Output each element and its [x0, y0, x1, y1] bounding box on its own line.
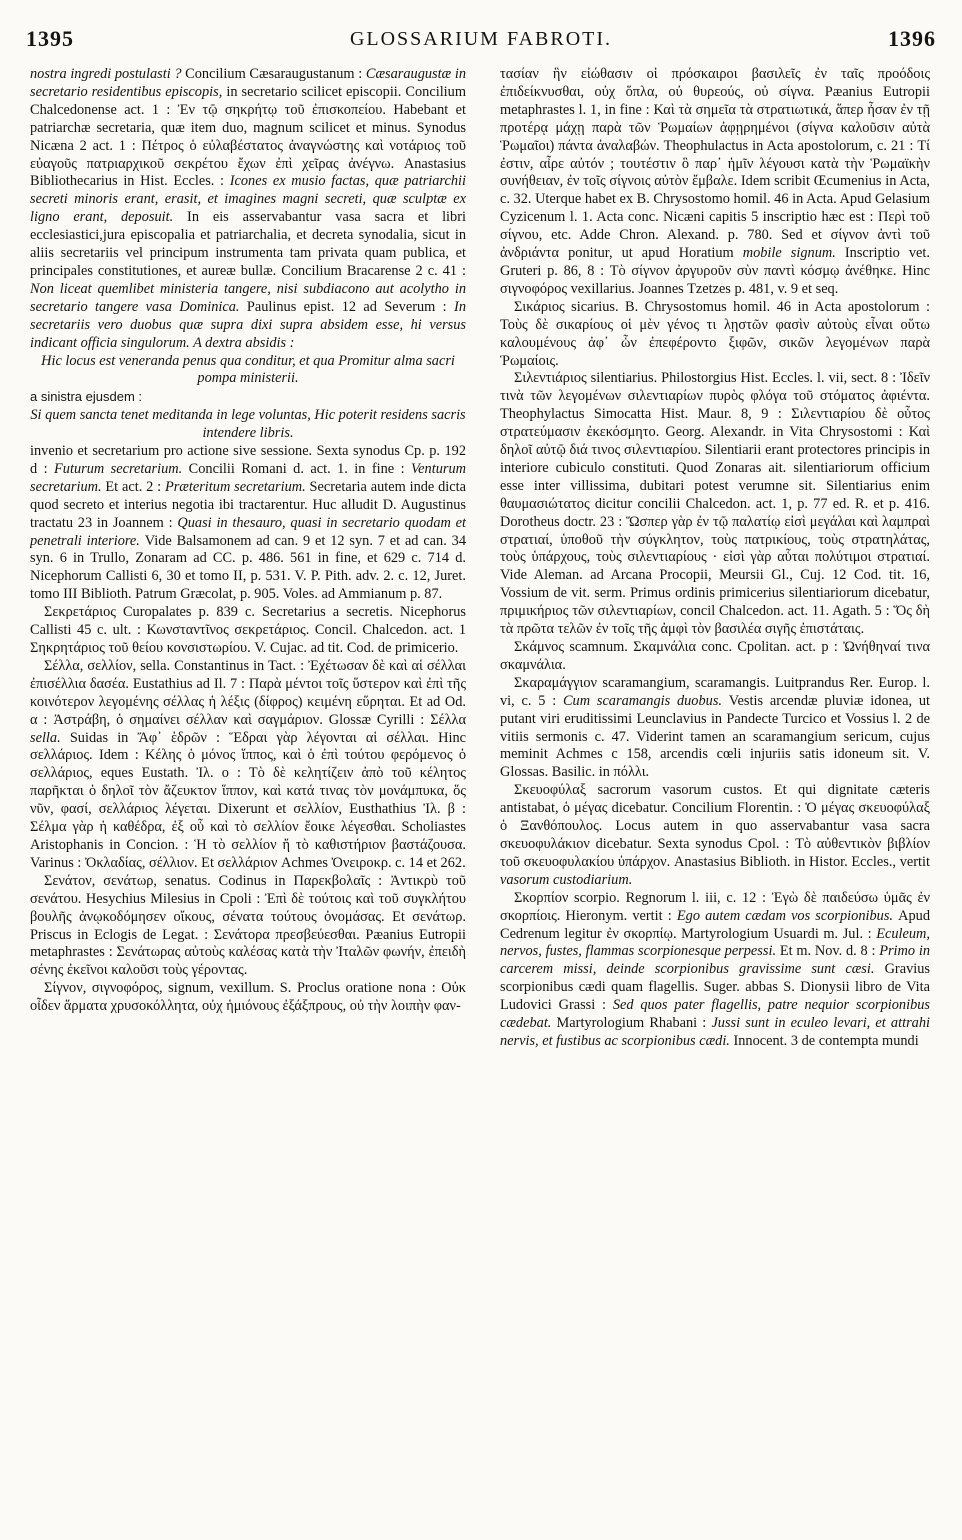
body-text: Σιλεντιάριος silentiarius. Philostorgius Hist. Eccles. l. vii, sect. 8 : Ἰδεῖν τινὰ τῶν λεγομένων σιλεντιαρίων πυρὸς φλόγα τοῦ στόματος ἀφιέντα. Theophylactus Simocatta Hist. Maur. 8, 9 : Σιλεντιαρίου δὲ οὗτος στρατεύμασιν ἐκεκόσμητο. Georg. Alexandr. in Vita Chrysostomi : Καὶ δηλοῖ αὐτῷ διά τινος σιλεντιαρίου. Silentiarii erant protectores principis in interiore cubiculo constituti. Quod Zonaras ait. silentiariorum officium esse inter villissima, dubitari potest verumne sit. Silentiarius enim θαυμασιώτατος dicitur concilii Chalcedon. act. 1, p. 77 ed. R. et p. 416. Dorotheus doctr. 23 : Ὥσπερ γὰρ ἐν τῷ παλατίῳ εἰσὶ μεγάλαι καὶ λαμπραὶ στρατιαί, ὑποθοῦ τὴν σύγκλητον, τοὺς πατρικίους, τοὺς στρατηλάτας, τοὺς ὑπάρχους, τοὺς σιλεντιαρίους · εἰσὶ γὰρ αὗται πολύτιμοι στρατιαί. Vide Aleman. ad Arcana Procopii, Meursii Gl., Cuj. 12 Cod. tit. 16, Vossium de vit. serm. Primus ordinis primicerius silentiariorum dicebatur, πριμικήριος τῶν σιλεντιαρίων, concil Chalcedon. act. 11. Agath. 5 : Ὅς δὴ τὰ πρῶτα τελῶν ἐν τοῖς τῆς ἀμφὶ τὸν βασιλέα σιγῆς ἐπιστάταις. — [500, 370, 930, 638]
left-column-paragraph — [30, 388, 466, 407]
left-column-paragraph — [30, 873, 466, 980]
body-text: Σκευοφύλαξ sacrorum vasorum custos. Et qui dignitate cæteris antistabat, ὁ μέγας dicebatur. Concilium Florentin. : Ὁ μέγας σκευοφύλαξ ὁ Ξανθόπουλος. Locus autem in quo asservabantur vasa sacra σκευοφυλάκιον dicebatur. Sexta synodus Cpol. : Τὸ αὐθεντικὸν βιβλίον τοῦ σκευοφυλακίου ὑπάρχον. Anastasius Biblioth. in Histor. Eccles., vertit — [500, 782, 930, 870]
body-text: Martyrologium Rhabani : — [556, 1015, 712, 1032]
left-column-paragraph — [30, 658, 466, 873]
italic-text: Non liceat quemlibet ministeria tangere, nisi subdiacono aut acolytho in secretario tangere vasa Dominica. — [30, 280, 466, 315]
right-column — [500, 66, 930, 1528]
body-text: Σενάτον, σενάτωρ, senatus. Codinus in Παρεκβολαῖς : Ἀντικρὺ τοῦ σενάτου. Hesychius Milesius in Cpoli : Ἐπὶ δὲ τούτοις καὶ τοῦ συγκλήτου βουλῆς ἀνῳκοδόμησεν οἴκους, σένατα τούτους ὀνομάσας. Et σενάτωρ. Priscus in Eclogis de Legat. : Σενάτορα πρεσβεύεσθαι. Pæanius Eutropii metaphrastes : Σενάτωρας αὐτοὺς καλέσας κατὰ τὴν Ἰταλῶν φωνήν, ἐπειδὴ σένης ἐκεῖνοι καλοῦσι τοὺς γέροντας. — [30, 872, 466, 979]
body-text: Et act. 2 : — [105, 478, 165, 495]
right-page-number: 1396 — [888, 26, 936, 51]
italic-text: Cæsaraugustæ in secretario residentibus episcopis, — [30, 66, 466, 100]
left-column-paragraph — [30, 980, 466, 1016]
italic-text: Jussi sunt in eculeo levari, et attrahi nervis, et fustibus ac scorpionibus cædi. — [500, 1015, 930, 1049]
left-column-paragraph — [30, 407, 466, 443]
body-text: Σκαραμάγγιον scaramangium, scaramangis. Luitprandus Rer. Europ. l. vi, c. 5 : — [500, 674, 930, 709]
italic-text: mobile signum. — [742, 245, 845, 262]
body-text: Apud Cedrenum legitur ἐν σκορπίῳ. Martyrologium Usuardi m. Jul. : — [500, 907, 930, 942]
right-column-paragraph — [500, 639, 930, 675]
italic-text: Hic locus est veneranda penus qua conditur, et qua Promitur alma sacri pompa ministerii. — [41, 352, 455, 387]
body-text: Innocent. 3 de contempta mundi — [733, 1032, 919, 1049]
italic-text: Ego autem cædam vos scorpionibus. — [676, 907, 899, 924]
body-text: Secretaria autem inde dicta quod secreto et interius negotia ibi tractarentur. Huc alludit D. Augustinus tractatu 23 in Joannem : — [30, 478, 466, 531]
body-text: invenio et secretarium pro actione sive sessione. Sexta synodus Cp. p. 192 d : — [30, 443, 466, 477]
right-column-paragraph — [500, 890, 930, 1051]
left-column — [30, 66, 466, 1528]
body-text: Vestis arcendæ pluviæ idonea, ut putant viri eruditissimi Leunclavius in Pandecte Turcico et Vossius l. 2 de vitiis sermonis c. 47. Viderint tamen an scaramangium sericum, cujus meminit Achmes c 158, arcendis cœli injuriis satis idoneum sit. V. Glossas. Basilic. in πόλλι. — [500, 692, 930, 781]
italic-text: nostra ingredi postulasti ? — [30, 66, 186, 82]
right-column-paragraph — [500, 675, 930, 782]
body-text: Concilium Cæsaraugustanum : — [185, 66, 366, 82]
left-page-number: 1395 — [26, 26, 74, 51]
left-column-paragraph — [30, 353, 466, 389]
body-text: Σκορπίον scorpio. Regnorum l. iii, c. 12 : Ἐγὼ δὲ παιδεύσω ὑμᾶς ἐν σκορπίοις. Hieronym. vertit : — [500, 889, 930, 924]
right-column-paragraph — [500, 66, 930, 299]
body-text: Σικάριος sicarius. B. Chrysostomus homil. 46 in Acta apostolorum : Τοὺς δὲ σικαρίους οἱ μὲν γένος τι λῃστῶν φασὶν αὐτοὺς εἶναι οὕτω καλουμένους ἀφ᾿ ὧν ἐπεφέροντο ξιφῶν, σικῶν λεγομένων παρὰ Ῥωμαίοις. — [500, 298, 930, 369]
italic-text: Quasi in thesauro, quasi in secretario quodam et penetrali interiore. — [30, 514, 466, 549]
running-header — [26, 26, 936, 60]
italic-text: vasorum custodiarium. — [500, 871, 633, 888]
italic-text: sella. — [30, 729, 70, 746]
italic-text: Sed quos pater flagellis, patre nequior scorpionibus cædebat. — [500, 997, 930, 1032]
body-text: Vide Balsamonem ad can. 9 et 12 syn. 7 et ad can. 34 syn. 6 in Trullo, Zonaram ad CC. p. 486. 561 in fine, et 629 c. 714 d. Nicephorum Callisti 6, 30 et tomo II, p. 531. V. P. Pith. adv. 2. c. 12, Juret. tomo III Biblioth. Patrum Græcolat, p. 905. Voles. ad Ammianum p. 87. — [30, 532, 466, 603]
italic-text: Venturum secretarium. — [30, 460, 466, 495]
body-text: a sinistra ejusdem : — [30, 389, 142, 405]
body-text: Σεκρετάριος Curopalates p. 839 c. Secretarius a secretis. Nicephorus Callisti 45 c. ult. : Κωνσταντῖνος σεκρετάριος. Concil. Chalcedon. act. 1 Σηκρητάριος τοῦ θείου κονσιστωρίου. V. Cujac. ad tit. Cod. de primicerio. — [30, 604, 466, 656]
body-text: Paulinus epist. 12 ad Severum : — [246, 298, 455, 315]
right-column-paragraph — [500, 299, 930, 371]
body-text: Σίγνον, σιγνοφόρος, signum, vexillum. S. Proclus oratione nona : Οὐκ οἶδεν ἅρματα χρυσοκόλλητα, οὐχ ἡμιόνους ἐξάξπρους, οὐ τὴν λοιπὴν φαν- — [30, 980, 466, 1015]
running-title: GLOSSARIUM FABROTI. — [349, 28, 613, 50]
body-text: In eis asservabantur vasa sacra et libri ecclesiastici,jura episcopalia et patriarchalia, et decreta synodalia, sicut in aliis secretariis vel principum instrumenta tam privata quam publica, et principales constitutiones, et aureæ bullæ. Concilium Bracarense 2 c. 41 : — [30, 209, 466, 279]
italic-text: Futurum secretarium. — [54, 460, 189, 477]
body-text: in secretario scilicet episcopii. Concilium Chalcedonense act. 1 : Ἐν τῷ σηκρήτῳ τοῦ ἐπισκοπείου. Habebant et patriarchæ secretaria, quæ item duo, magnum scilicet et minus. Synodus Nicæna 2 act. 1 : Πέτρος ὁ εὐλαβέστατος ἀναγνώστης καὶ νοτάριος τοῦ εὐαγοῦς πατριαρχικοῦ σεκρέτου ἔχων ἐπὶ χεῖρας ἀνέγνω. Anastasius Bibliothecarius in Hist. Eccles. : — [30, 83, 466, 190]
left-column-paragraph — [30, 66, 466, 353]
body-text: Gravius scorpionibus cædi quam flagellis. Suger. abbas S. Dionysii libro de Vita Ludovici Grassi : — [500, 961, 930, 1014]
italic-text: Cum scaramangis duobus. — [562, 692, 729, 709]
italic-text: Eculeum, nervos, fustes, flammas scorpionesque perpessi. — [500, 925, 930, 960]
right-column-paragraph — [500, 370, 930, 639]
right-column-paragraph — [500, 782, 930, 889]
body-text: Concilii Romani d. act. 1. in fine : — [188, 460, 412, 477]
body-text: Suidas in Ἄφ᾿ ἑδρῶν : Ἕδραι γὰρ λέγονται αἱ σέλλαι. Hinc σελλάριος. Idem : Κέλης ὁ μόνος ἵππος, καὶ ὁ ἐπὶ τούτου φερόμενος ὁ σελλάριος, eques Eustath. Ἰλ. ο : Τὸ δὲ κελητίζειν ἀπὸ τοῦ κέλητος παρῆκται ὁ δηλοῖ τὸν ἄζευκτον ἵππον, καὶ κατά τινας τὸν μονάμπυκα, ὅς νῦν, φασί, σελλάριος λέγεται. Dixerunt et σελλίον, Eusthathius Ἰλ. β : Σέλμα γὰρ ἡ καθέδρα, ἐξ οὗ καὶ τὸ σελλίον ἔοικε λέγεσθαι. Scholiastes Aristophanis in Concion. : Ἡ τὸ σελλίον ἤ τὸ καθιστήριον βαστάζουσα. Varinus : Ὀκλαδίας, σέλλιον. Et σελλάριον Achmes Ὀνειροκρ. c. 14 et 262. — [30, 729, 466, 871]
body-text: Σέλλα, σελλίον, sella. Constantinus in Tact. : Ἐχέτωσαν δὲ καὶ αἱ σέλλαι ἐπισέλλια δασέα. Eustathius ad Il. 7 : Παρὰ μέντοι τοῖς ὕστερον καὶ ἐπὶ τῆς κοινότερον λεγομένης σέλλας ἡ λέξις (δίφρος) κειμένη εὕρηται. Et ad Od. α : Ἀστράβη, ὁ σημαίνει σέλλαν καὶ σαγμάριον. Glossæ Cyrilli : Σέλλα — [30, 657, 466, 728]
left-column-paragraph — [30, 443, 466, 604]
italic-text: Primo in carcerem missi, deinde scorpionibus gravissime sunt cæsi. — [500, 943, 930, 978]
italic-text: Icones ex musio factas, quæ patriarchii secreti minoris erant, erasit, et imagines magni secreti, quæ sculptæ ex ligno erant, deposuit. — [30, 173, 466, 226]
body-text: Σκάμνος scamnum. Σκαμνάλια conc. Cpolitan. act. p : Ὠνήθηναί τινα σκαμνάλια. — [500, 639, 930, 673]
body-text: τασίαν ἣν εἰώθασιν οἱ πρόσκαιροι βασιλεῖς ἐν ταῖς προόδοις ἐπιδείκνυσθαι, οὐχ ὅπλα, οὐ θυρεούς, οὐ σίγνα. Pæanius Eutropii metaphrastes l. 1, in fine : Καὶ τὰ σημεῖα τὰ στρατιωτικά, ἅπερ ἦσαν ἐν τῇ προτέρᾳ μάχῃ παρὰ τῶν Ῥωμαίων ἀφῃρημένοι (σίγνα καλοῦσιν αὐτὰ Ῥωμαῖοι) πάντα ἀναλαβών. Theophulactus in Acta apostolorum, c. 21 : Τί ἐστιν, αἶρε αὐτόν ; τουτέστιν ὃ παρ᾿ ἡμῖν λέγουσι κατὰ τὴν Ῥωμαϊκὴν συνήθειαν, ἐν τοῖς σίγνοις αὐτὸν ἔμβαλε. Idem scribit Œcumenius in Acta, c. 32. Uterque habet ex B. Chrysostomo homil. 46 in Acta. Apud Gelasium Cyzicenum l. 1. Acta conc. Nicæni capitis 5 inscriptio hæc est : Περὶ τοῦ σίγνου, etc. Adde Chron. Alexand. p. 780. Sed et σίγνον ἀντὶ τοῦ ἀνδριάντα ponitur, ut apud Horatium — [500, 66, 930, 262]
italic-text: Præteritum secretarium. — [164, 478, 310, 495]
left-column-paragraph — [30, 604, 466, 658]
italic-text: In secretariis vero duobus quæ supra dixi supra absidem esse, hi versus indicant officia singulorum. A dextra absidis : — [30, 298, 466, 351]
italic-text: Si quem sancta tenet meditanda in lege voluntas, Hic poterit residens sacris intendere libris. — [30, 407, 466, 442]
body-text: Et m. Nov. d. 8 : — [779, 943, 880, 960]
body-text: Inscriptio vet. Gruteri p. 86, 8 : Τὸ σίγνον ἀργυροῦν σὺν παντὶ κόσμῳ ἀνέθηκε. Hinc σιγνοφόρος vexillarius. Joannes Tzetzes p. 481, v. 9 et seq. — [500, 245, 930, 297]
